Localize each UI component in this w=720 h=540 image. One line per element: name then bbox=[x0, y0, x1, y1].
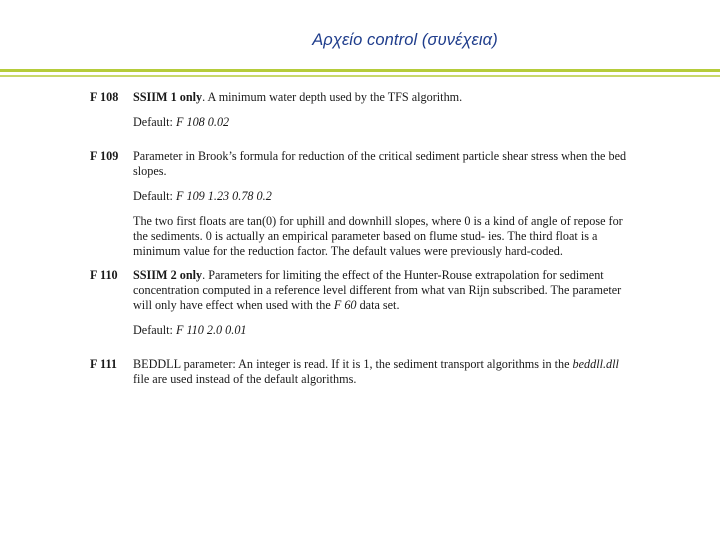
entry-f111 bbox=[90, 357, 630, 387]
entry-code: F 109 bbox=[90, 149, 119, 163]
entry-default bbox=[133, 189, 630, 204]
slide-title: Αρχείο control (συνέχεια) bbox=[312, 31, 498, 49]
entry-body bbox=[133, 149, 630, 259]
default-label: Default: bbox=[133, 323, 173, 337]
entry-lead: SSIIM 2 only bbox=[133, 268, 203, 282]
entry-default bbox=[133, 115, 630, 130]
default-value: F 109 1.23 0.78 0.2 bbox=[175, 189, 272, 203]
entry-f108 bbox=[90, 90, 630, 140]
entry-body bbox=[133, 268, 630, 348]
entry-code: F 110 bbox=[90, 268, 118, 282]
entry-reference: beddll.dll bbox=[572, 357, 619, 371]
title-divider bbox=[0, 69, 720, 72]
entry-body bbox=[133, 357, 630, 387]
entry-text: . A minimum water depth used by the TFS algorithm. bbox=[202, 90, 463, 104]
entry-lead: SSIIM 1 only bbox=[133, 90, 203, 104]
entry-description: Parameter in Brook’s formula for reduction of the critical sediment particle shear stress when the bed slopes. bbox=[133, 149, 627, 178]
document-body bbox=[90, 90, 630, 396]
entry-description bbox=[133, 268, 630, 313]
entry-text: . Parameters for limiting the effect of the Hunter-Rouse extrapolation for sediment concentration computed in a reference level different from what van Rijn subscribed. The parameter will only have effect when used with the bbox=[133, 268, 622, 312]
default-value: F 110 2.0 0.01 bbox=[175, 323, 247, 337]
entry-note: The two first floats are tan(0) for uphill and downhill slopes, where 0 is a kind of angle of repose for the sediments. 0 is actually an empirical parameter based on flume stud- ies. The third float is a minimum value for the reduction factor. The default values were previously hard-coded. bbox=[133, 214, 623, 258]
entry-text: BEDDLL parameter: An integer is read. If it is 1, the sediment transport algorithms in the bbox=[133, 357, 573, 371]
entry-reference: F 60 bbox=[333, 298, 357, 312]
entry-text-end: file are used instead of the default algorithms. bbox=[133, 372, 357, 386]
entry-body bbox=[133, 90, 630, 140]
entry-description bbox=[133, 357, 630, 387]
title-divider-secondary bbox=[0, 75, 720, 77]
entry-description bbox=[133, 90, 630, 105]
entry-f109 bbox=[90, 149, 630, 259]
entry-code: F 111 bbox=[90, 357, 117, 371]
entry-text-end: data set. bbox=[356, 298, 400, 312]
entry-code: F 108 bbox=[90, 90, 119, 104]
entry-default bbox=[133, 323, 630, 338]
entry-f110 bbox=[90, 268, 630, 348]
default-label: Default: bbox=[133, 115, 173, 129]
default-label: Default: bbox=[133, 189, 173, 203]
default-value: F 108 0.02 bbox=[175, 115, 230, 129]
